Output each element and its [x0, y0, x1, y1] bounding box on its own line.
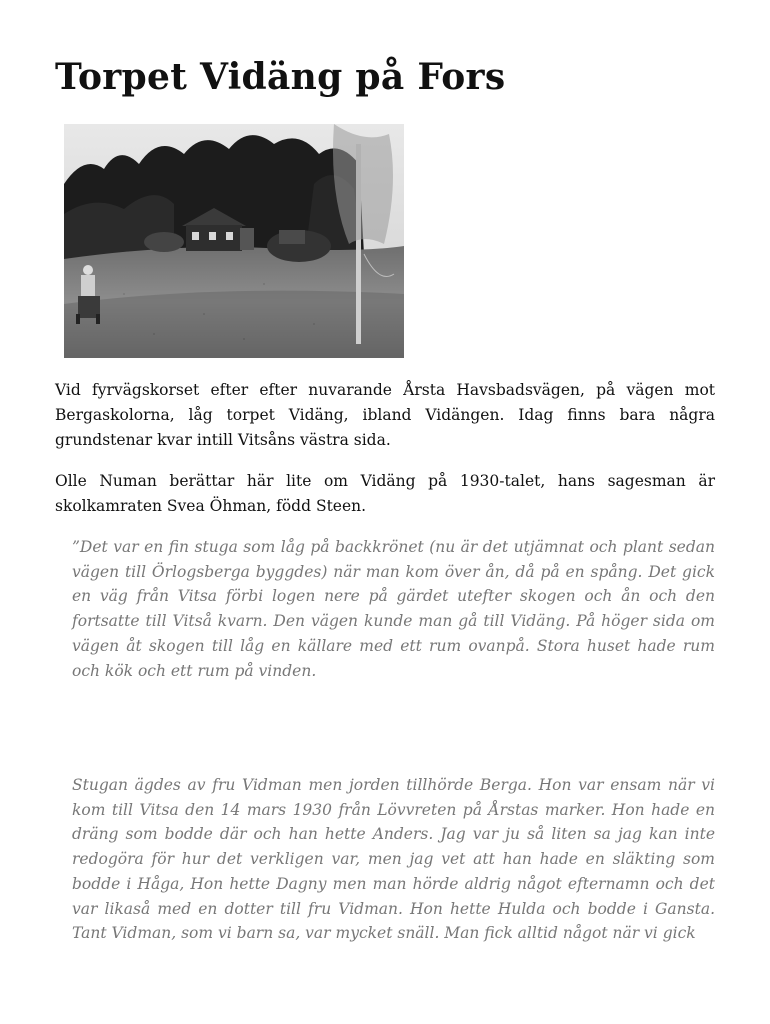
cottage-photo — [64, 124, 404, 358]
quote-paragraph: ”Det var en fin stuga som låg på backkrönet (nu är det utjämnat och plant sedan vägen till Örlogsberga byggdes) när man kom över ån, då på en spång. Det gick en väg från Vitsa förbi logen nere på gärdet utefter skogen och ån och den fortsatte till Vitså kvarn. Den vägen kunde man gå till Vidäng. På höger sida om vägen åt skogen till låg en källare med ett rum ovanpå. Stora huset hade rum och kök och ett rum på vinden. — [72, 538, 715, 680]
page-title: Torpet Vidäng på Fors — [55, 56, 506, 98]
quote-paragraph: Stugan ägdes av fru Vidman men jorden tillhörde Berga. Hon var ensam när vi kom till Vitsa den 14 mars 1930 från Lövvreten på Årstas marker. Hon hade en dräng som bodde där och han hette Anders. Jag var ju så liten sa jag kan inte redogöra för hur det verkligen var, men jag vet att han hade en släkting som bodde i Håga, Hon hette Dagny men man hörde aldrig något efternamn och det var likaså med en dotter till fru Vidman. Hon hette Hulda och bodde i Gansta. Tant Vidman, som vi barn sa, var mycket snäll. Man fick alltid något när vi gick — [72, 776, 715, 943]
narrator-paragraph: Olle Numan berättar här lite om Vidäng på 1930-talet, hans sagesman är skolkamraten Svea Öhman, född Steen. — [55, 472, 715, 515]
intro-paragraph: Vid fyrvägskorset efter efter nuvarande Årsta Havsbadsvägen, på vägen mot Bergaskolorna, låg torpet Vidäng, ibland Vidängen. Idag finns bara några grundstenar kvar intill Vitsåns västra sida. — [55, 381, 715, 449]
